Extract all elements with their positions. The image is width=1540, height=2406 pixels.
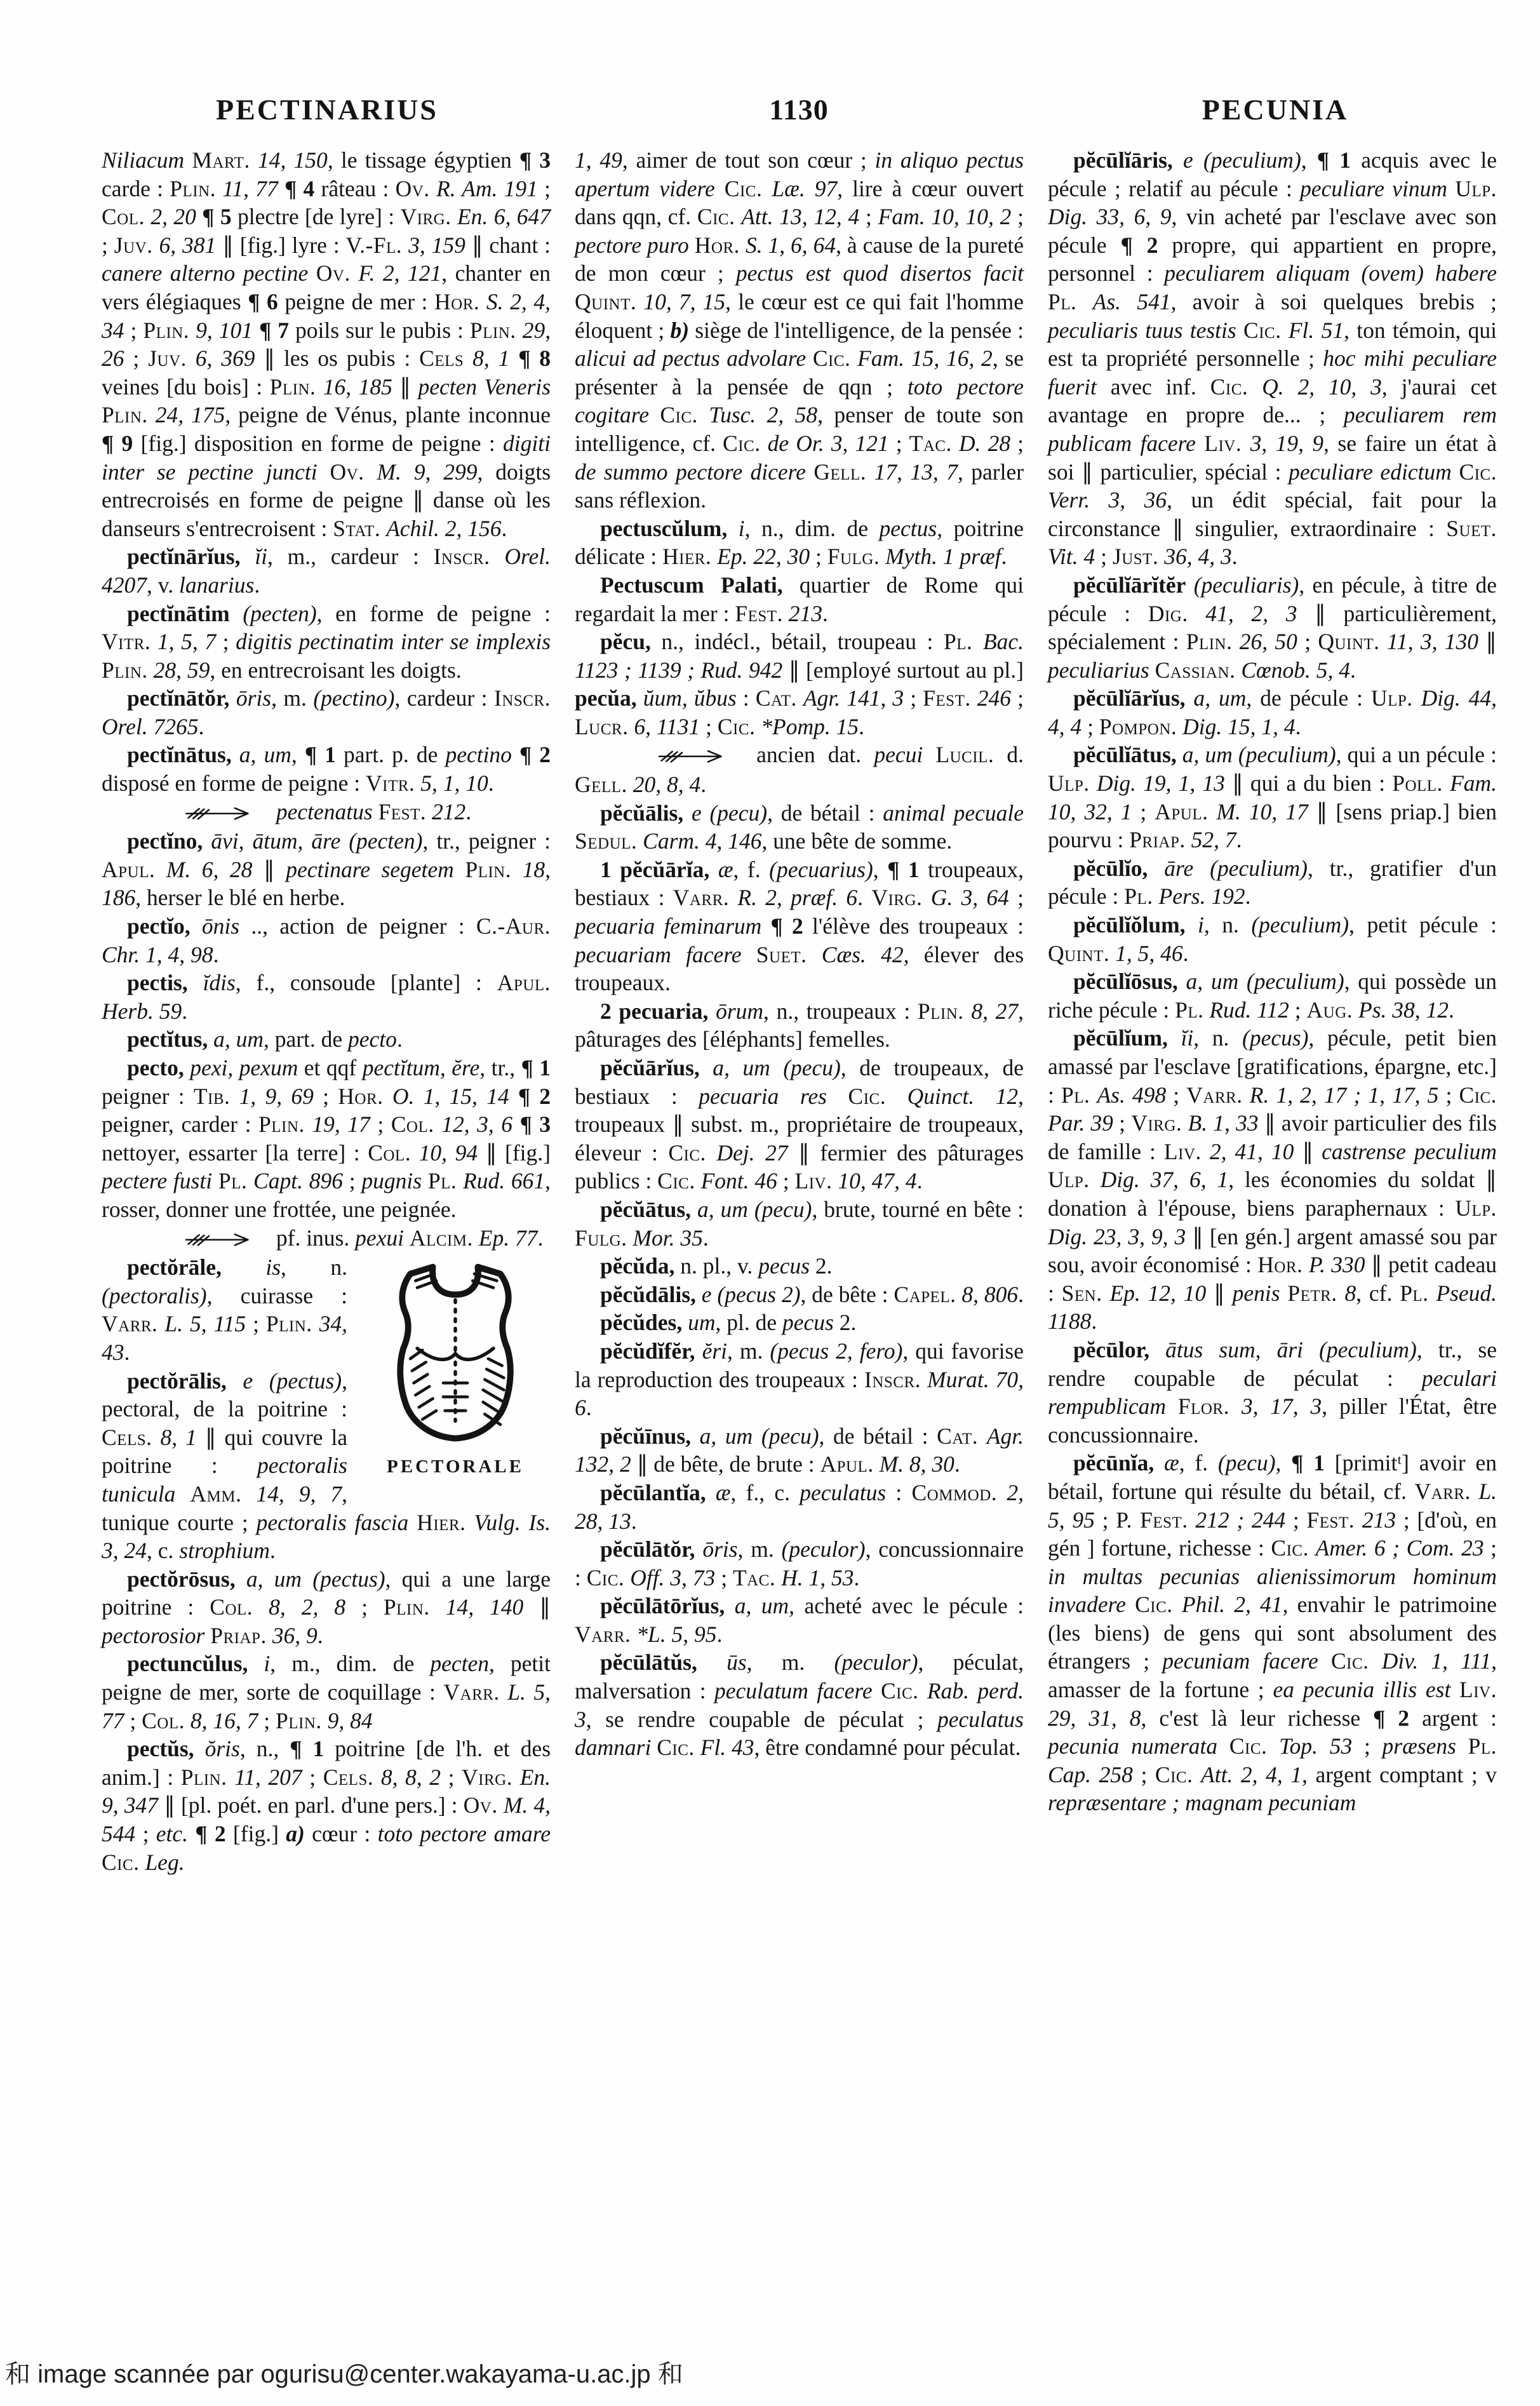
dictionary-paragraph: pĕcūlātŭs, ūs, m. (peculor), péculat, malversation : peculatum facere Cic. Rab. perd. 3, se rendre coupable de péculat ; peculatus damnari Cic. Fl. 43, être condamné pour péculat. (575, 1650, 1024, 1761)
dictionary-paragraph: pĕcūlātŏr, ōris, m. (peculor), concussionnaire : Cic. Off. 3, 73 ; Tac. H. 1, 53. (575, 1536, 1024, 1590)
pectorale-figure (360, 1258, 551, 1481)
dictionary-paragraph: pĕcŭīnus, a, um (pecu), de bétail : Cat. Agr. 132, 2 ∥ de bête, de brute : Apul. M. 8, 30. (575, 1423, 1024, 1477)
dictionary-paragraph: pĕcŭārĭus, a, um (pecu), de troupeaux, de bestiaux : pecuaria res Cic. Quinct. 12, troupeaux ∥ subst. m., propriétaire de troupeaux, éleveur : Cic. Dej. 27 ∥ fermier des pâturages publics : Cic. Font. 46 ; Liv. 10, 47, 4. (575, 1055, 1024, 1194)
dictionary-paragraph: Pectuscum Palati, quartier de Rome qui regardait la mer : Fest. 213. (575, 572, 1024, 626)
dictionary-paragraph: pf. inus. pexui Alcim. Ep. 77. (102, 1224, 551, 1254)
dictionary-paragraph: pĕcūlĭātus, a, um (peculium), qui a un pécule : Ulp. Dig. 19, 1, 13 ∥ qui a du bien : Poll. Fam. 10, 32, 1 ; Apul. M. 10, 17 ∥ [sens priap.] bien pourvu : Priap. 52, 7. (1048, 742, 1497, 853)
column-2 (575, 146, 1024, 1876)
page-number: 1130 (769, 93, 829, 126)
dictionary-paragraph: pectuscŭlum, i, n., dim. de pectus, poitrine délicate : Hier. Ep. 22, 30 ; Fulg. Myth. 1 præf. (575, 515, 1024, 570)
dictionary-paragraph: pectĭnārĭus, ĭi, m., cardeur : Inscr. Orel. 4207, v. lanarius. (102, 544, 551, 598)
dictionary-paragraph: pectĭno, āvi, ātum, āre (pecten), tr., peigner : Apul. M. 6, 28 ∥ pectinare segetem Plin. 18, 186, herser le blé en herbe. (102, 828, 551, 911)
dictionary-paragraph: pectis, ĭdis, f., consoude [plante] : Apul. Herb. 59. (102, 970, 551, 1024)
form-note-arrow-icon (142, 1225, 264, 1254)
dictionary-paragraph: 2 pecuaria, ōrum, n., troupeaux : Plin. 8, 27, pâturages des [éléphants] femelles. (575, 998, 1024, 1052)
dictionary-paragraph: 1, 49, aimer de tout son cœur ; in aliquo pectus apertum videre Cic. Læ. 97, lire à cœur ouvert dans qqn, cf. Cic. Att. 13, 12, 4 ; Fam. 10, 10, 2 ; pectore puro Hor. S. 1, 6, 64, à cause de la pureté de mon cœur ; pectus est quod disertos facit Quint. 10, 7, 15, le cœur est ce qui fait l'homme éloquent ; b) siège de l'intelligence, de la pensée : alicui ad pectus advolare Cic. Fam. 15, 16, 2, se présenter à la pensée de qqn ; toto pectore cogitare Cic. Tusc. 2, 58, penser de toute son intelligence, cf. Cic. de Or. 3, 121 ; Tac. D. 28 ; de summo pectore dicere Gell. 17, 13, 7, parler sans réflexion. (575, 147, 1024, 513)
dictionary-paragraph: pĕcŭdĭfĕr, ĕri, m. (pecus 2, fero), qui favorise la reproduction des troupeaux : Inscr. Murat. 70, 6. (575, 1338, 1024, 1421)
dictionary-paragraph: pĕcūlĭārĭtĕr (peculiaris), en pécule, à titre de pécule : Dig. 41, 2, 3 ∥ particulièrement, spécialement : Plin. 26, 50 ; Quint. 11, 3, 130 ∥ peculiarius Cassian. Cœnob. 5, 4. (1048, 572, 1497, 683)
dictionary-paragraph: pectĭnātus, a, um, ¶ 1 part. p. de pectino ¶ 2 disposé en forme de peigne : Vitr. 5, 1, 10. (102, 742, 551, 796)
dictionary-paragraph: pĕcūlĭum, ĭi, n. (pecus), pécule, petit bien amassé par l'esclave [gratifications, épargne, etc.] : Pl. As. 498 ; Varr. R. 1, 2, 17 ; 1, 17, 5 ; Cic. Par. 39 ; Virg. B. 1, 33 ∥ avoir particulier des fils de famille : Liv. 2, 41, 10 ∥ castrense peculium Ulp. Dig. 37, 6, 1, les économies du soldat ∥ donation à l'épouse, biens paraphernaux : Ulp. Dig. 23, 3, 9, 3 ∥ [en gén.] argent amassé sou par sou, avoir économisé : Hor. P. 330 ∥ petit cadeau : Sen. Ep. 12, 10 ∥ penis Petr. 8, cf. Pl. Pseud. 1188. (1048, 1025, 1497, 1334)
breastplate-woodcut-illustration (367, 1258, 544, 1449)
dictionary-paragraph: pĕcŭda, n. pl., v. pecus 2. (600, 1253, 833, 1279)
dictionary-paragraph: pectĭo, ōnis .., action de peigner : C.-Aur. Chr. 1, 4, 98. (102, 913, 551, 967)
dictionary-paragraph: pĕcŭātus, a, um (pecu), brute, tourné en bête : Fulg. Mor. 35. (575, 1196, 1024, 1251)
dictionary-paragraph: pectŏrāle, is, n. (pectoralis), cuirasse : Varr. L. 5, 115 ; Plin. 34, 43. (102, 1254, 348, 1365)
form-note-arrow-icon (615, 742, 737, 770)
dictionary-paragraph: pectuncŭlus, i, m., dim. de pecten, petit peigne de mer, sorte de coquillage : Varr. L. 5, 77 ; Col. 8, 16, 7 ; Plin. 9, 84 (102, 1651, 551, 1733)
dictionary-paragraph: ancien dat. pecui Lucil. d. Gell. 20, 8, 4. (575, 742, 1024, 798)
form-note-arrow-icon (142, 799, 264, 828)
column-3 (1048, 146, 1497, 1876)
dictionary-paragraph: pĕcūlĭo, āre (peculium), tr., gratifier d'un pécule : Pl. Pers. 192. (1048, 855, 1497, 910)
dictionary-paragraph: pectĭnātim (pecten), en forme de peigne : Vitr. 1, 5, 7 ; digitis pectinatim inter se implexis Plin. 28, 59, en entrecroisant les doigts. (102, 600, 551, 683)
dictionary-paragraph: pectenatus Fest. 212. (102, 798, 551, 828)
scan-credit: 和 image scannée par ogurisu@center.wakayama-u.ac.jp 和 (5, 2360, 683, 2388)
text-columns (102, 146, 1497, 1876)
dictionary-paragraph: pĕcūlantĭa, æ, f., c. peculatus : Commod. 2, 28, 13. (575, 1479, 1024, 1534)
dictionary-paragraph: pectĭnātŏr, ōris, m. (pectino), cardeur : Inscr. Orel. 7265. (102, 685, 551, 739)
dictionary-paragraph: pĕcŭdālis, e (pecus 2), de bête : Capel. 8, 806. (600, 1281, 1024, 1307)
dictionary-paragraph: pĕcūnĭa, æ, f. (pecu), ¶ 1 [primitᵗ] avoir en bétail, fortune qui résulte du bétail, cf. Varr. L. 5, 95 ; P. Fest. 212 ; 244 ; Fest. 213 ; [d'où, en gén ] fortune, richesse : Cic. Amer. 6 ; Com. 23 ; in multas pecunias alienissimorum hominum invadere Cic. Phil. 2, 41, envahir le patrimoine (les biens) de gens qui sont absolument des étrangers ; pecuniam facere Cic. Div. 1, 111, amasser de la fortune ; ea pecunia illis est Liv. 29, 31, 8, c'est là leur richesse ¶ 2 argent : pecunia numerata Cic. Top. 53 ; præsens Pl. Cap. 258 ; Cic. Att. 2, 4, 1, argent comptant ; v repræsentare ; magnam pecuniam (1048, 1450, 1497, 1816)
dictionary-paragraph: 1 pĕcŭārĭa, æ, f. (pecuarius), ¶ 1 troupeaux, bestiaux : Varr. R. 2, præf. 6. Virg. G. 3, 64 ; pecuaria feminarum ¶ 2 l'élève des troupeaux : pecuariam facere Suet. Cæs. 42, élever des troupeaux. (575, 856, 1024, 996)
dictionary-paragraph: pĕcūlĭārĭus, a, um, de pécule : Ulp. Dig. 44, 4, 4 ; Pompon. Dig. 15, 1, 4. (1048, 685, 1497, 739)
dictionary-paragraph: pĕcŭdes, um, pl. de pecus 2. (600, 1310, 857, 1336)
figure-caption: PECTORALE (387, 1456, 524, 1477)
dictionary-paragraph: pecto, pexi, pexum et qqf pectĭtum, ĕre, tr., ¶ 1 peigner : Tib. 1, 9, 69 ; Hor. O. 1, 15, 14 ¶ 2 peigner, carder : Plin. 19, 17 ; Col. 12, 3, 6 ¶ 3 nettoyer, essarter [la terre] : Col. 10, 94 ∥ [fig.] pectere fusti Pl. Capt. 896 ; pugnis Pl. Rud. 661, rosser, donner une frottée, une peignée. (102, 1055, 551, 1222)
dictionary-paragraph: pĕcūlĭŏlum, i, n. (peculium), petit pécule : Quint. 1, 5, 46. (1048, 912, 1497, 966)
running-head-right: PECUNIA (1202, 93, 1349, 126)
dictionary-paragraph: pectĭtus, a, um, part. de pecto. (127, 1026, 403, 1052)
dictionary-paragraph: pectŏrālis, e (pectus), pectoral, de la poitrine : Cels. 8, 1 ∥ qui couvre la poitrine : pectoralis tunicula Amm. 14, 9, 7, tunique courte ; pectoralis fascia Hier. Vulg. Is. 3, 24, c. strophium. (102, 1368, 551, 1564)
dictionary-paragraph: pĕcūlĭāris, e (peculium), ¶ 1 acquis avec le pécule ; relatif au pécule : peculiare vinum Ulp. Dig. 33, 6, 9, vin acheté par l'esclave avec son pécule ¶ 2 propre, qui appartient en propre, personnel : peculiarem aliquam (ovem) habere Pl. As. 541, avoir à soi quelques brebis ; peculiaris tuus testis Cic. Fl. 51, ton témoin, qui est ta propriété personnelle ; hoc mihi peculiare fuerit avec inf. Cic. Q. 2, 10, 3, j'aurai cet avantage en propre de... ; peculiarem rem publicam facere Liv. 3, 19, 9, se faire un état à soi ∥ particulier, spécial : peculiare edictum Cic. Verr. 3, 36, un édit spécial, fait pour la circonstance ∥ singulier, extraordinaire : Suet. Vit. 4 ; Just. 36, 4, 3. (1048, 147, 1497, 570)
dictionary-paragraph: pĕcūlātōrĭus, a, um, acheté avec le pécule : Varr. *L. 5, 95. (575, 1593, 1024, 1647)
running-head-left: PECTINARIUS (216, 93, 438, 126)
dictionary-paragraph: pectŏrōsus, a, um (pectus), qui a une large poitrine : Col. 8, 2, 8 ; Plin. 14, 140 ∥ pectorosior Priap. 36, 9. (102, 1566, 551, 1648)
dictionary-paragraph: pectŭs, ŏris, n., ¶ 1 poitrine [de l'h. et des anim.] : Plin. 11, 207 ; Cels. 8, 8, 2 ; Virg. En. 9, 347 ∥ [pl. poét. en parl. d'une pers.] : Ov. M. 4, 544 ; etc. ¶ 2 [fig.] a) cœur : toto pectore amare Cic. Leg. (102, 1736, 551, 1875)
dictionary-paragraph: pĕcŭālis, e (pecu), de bétail : animal pecuale Sedul. Carm. 4, 146, une bête de somme. (575, 800, 1024, 854)
dictionary-paragraph: Niliacum Mart. 14, 150, le tissage égyptien ¶ 3 carde : Plin. 11, 77 ¶ 4 râteau : Ov. R. Am. 191 ; Col. 2, 20 ¶ 5 plectre [de lyre] : Virg. En. 6, 647 ; Juv. 6, 381 ∥ [fig.] lyre : V.-Fl. 3, 159 ∥ chant : canere alterno pectine Ov. F. 2, 121, chanter en vers élégiaques ¶ 6 peigne de mer : Hor. S. 2, 4, 34 ; Plin. 9, 101 ¶ 7 poils sur le pubis : Plin. 29, 26 ; Juv. 6, 369 ∥ les os pubis : Cels 8, 1 ¶ 8 veines [du bois] : Plin. 16, 185 ∥ pecten Veneris Plin. 24, 175, peigne de Vénus, plante inconnue ¶ 9 [fig.] disposition en forme de peigne : digiti inter se pectine juncti Ov. M. 9, 299, doigts entrecroisés en forme de peigne ∥ danse où les danseurs s'entrecroisent : Stat. Achil. 2, 156. (102, 147, 551, 541)
column-1 (102, 146, 551, 1876)
dictionary-paragraph: pĕcu, n., indécl., bétail, troupeau : Pl. Bac. 1123 ; 1139 ; Rud. 942 ∥ [employé surtout au pl.] pecŭa, ŭum, ŭbus : Cat. Agr. 141, 3 ; Fest. 246 ; Lucr. 6, 1131 ; Cic. *Pomp. 15. (575, 629, 1024, 739)
dictionary-paragraph: pĕcūlĭōsus, a, um (peculium), qui possède un riche pécule : Pl. Rud. 112 ; Aug. Ps. 38, 12. (1048, 969, 1497, 1023)
dictionary-paragraph: pĕcūlor, ātus sum, āri (peculium), tr., se rendre coupable de péculat : peculari rempublicam Flor. 3, 17, 3, piller l'État, être concussionnaire. (1048, 1336, 1497, 1448)
